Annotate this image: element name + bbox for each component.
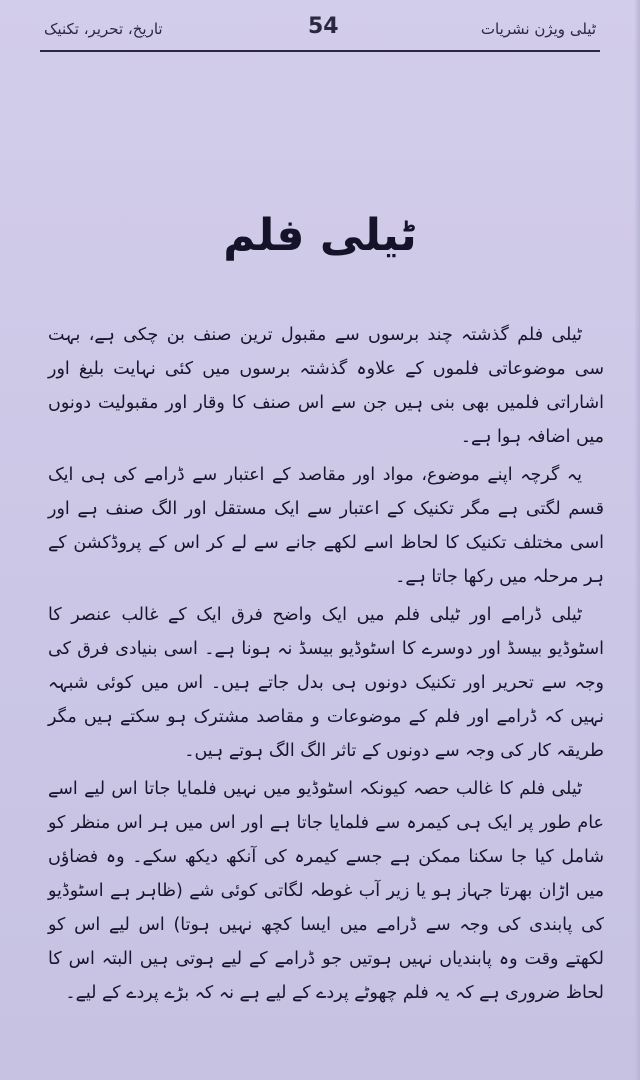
paragraph: ٹیلی ڈرامے اور ٹیلی فلم میں ایک واضح فرق ایک کے غالب عنصر کا اسٹوڈیو بیسڈ اور دوسرے کا اسٹوڈیو بیسڈ نہ ہونا ہے۔ اسی بنیادی فرق کی وجہ سے تحریر اور تکنیک دونوں ہی بدل جاتے ہیں۔ اس میں کوئی شبہہ نہیں کہ ڈرامے اور فلم کے موضوعات و مقاصد مشترک ہو سکتے ہیں مگر طریقہ کار کی وجہ سے دونوں کے تاثر الگ الگ ہوتے ہیں۔	[48, 605, 604, 761]
chapter-title: ٹیلی فلم	[223, 210, 417, 261]
header-rule	[40, 50, 600, 52]
page-edge-shadow	[634, 0, 640, 1080]
running-header	[40, 12, 600, 52]
header-right-text: ٹیلی ویژن نشریات	[480, 20, 596, 38]
header-left-text: تاریخ، تحریر، تکنیک	[44, 20, 163, 38]
paragraph: ٹیلی فلم کا غالب حصہ کیونکہ اسٹوڈیو میں نہیں فلمایا جاتا اس لیے اسے عام طور پر ایک ہی کیمرہ سے فلمایا جاتا ہے اور اس میں ہر اس منظر کو شامل کیا جا سکنا ممکن ہے جسے کیمرہ کی آنکھ دیکھ سکے۔ وہ فضاؤں میں اڑان بھرتا جہاز ہو یا زیر آب غوطہ لگاتی کوئی شے (ظاہر ہے اسٹوڈیو کی پابندی کی وجہ سے ڈرامے میں ایسا کچھ نہیں ہوتا) اس لیے اس کو لکھتے وقت وہ پابندیاں نہیں ہوتیں جو ڈرامے کے لیے ہوتی ہیں البتہ اس کا لحاظ ضروری ہے کہ یہ فلم چھوٹے پردے کے لیے ہے نہ کہ بڑے پردے کے لیے۔	[48, 779, 604, 1003]
paragraph: ٹیلی فلم گذشتہ چند برسوں سے مقبول ترین صنف بن چکی ہے، بہت سی موضوعاتی فلموں کے علاوہ گذشتہ برسوں میں کئی نہایت بلیغ اور اشاراتی فلمیں بھی بنی ہیں جن سے اس صنف کا وقار اور مقبولیت دونوں میں اضافہ ہوا ہے۔	[48, 325, 604, 447]
paragraph: یہ گرچہ اپنے موضوع، مواد اور مقاصد کے اعتبار سے ڈرامے کی ہی ایک قسم لگتی ہے مگر تکنیک کے اعتبار سے ایک مستقل اور الگ صنف ہے اور اسی مختلف تکنیک کا لحاظ اسے لکھے جانے سے لے کر اس کے پروڈکشن کے ہر مرحلہ میں رکھا جاتا ہے۔	[48, 465, 604, 587]
page-number: 54	[308, 14, 339, 39]
body-text	[48, 318, 604, 1014]
